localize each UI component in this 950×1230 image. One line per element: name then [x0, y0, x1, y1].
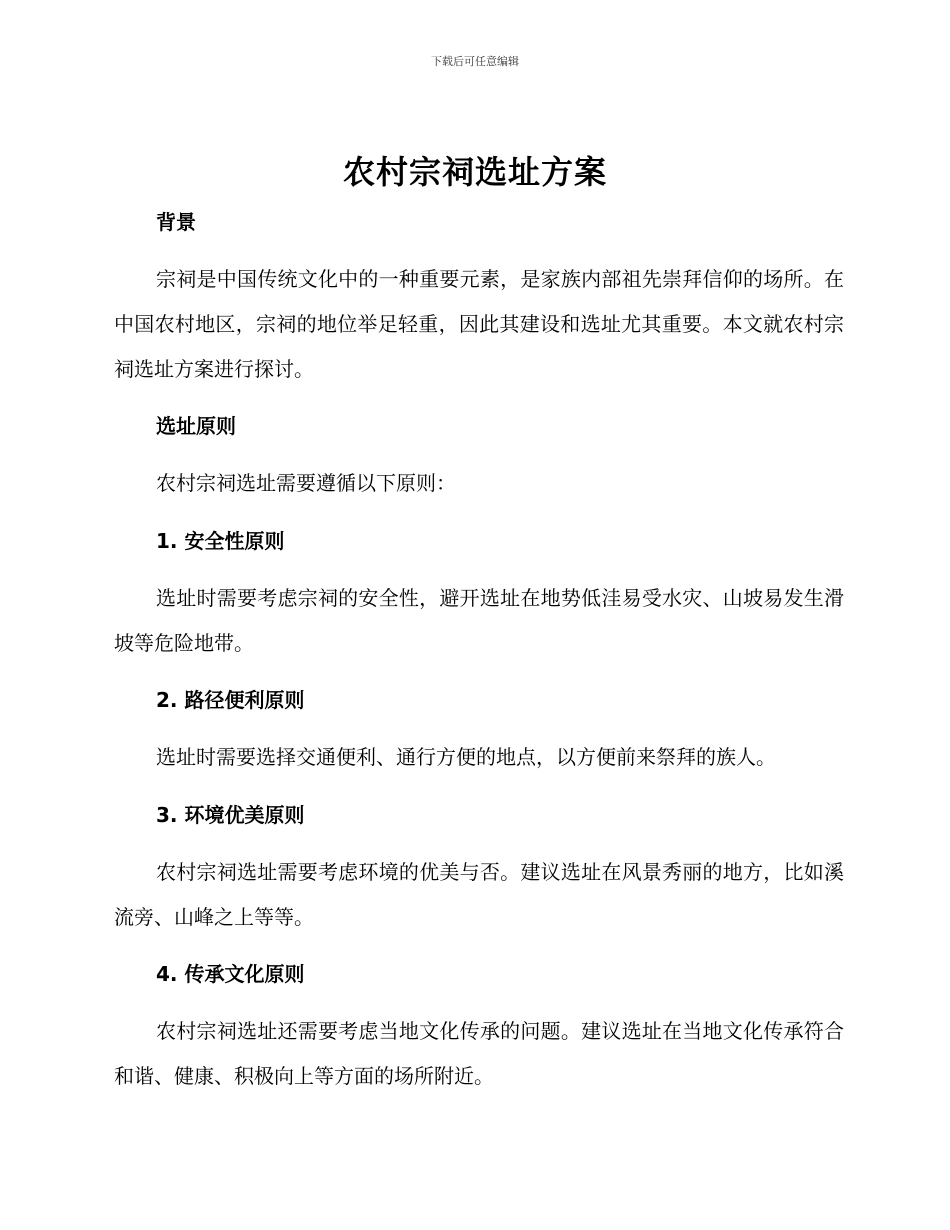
section-heading-safety: 1. 安全性原则: [156, 529, 285, 553]
section-paragraph-safety: 选址时需要考虑宗祠的安全性，避开选址在地势低洼易受水灾、山坡易发生滑坡等危险地带。: [114, 586, 844, 655]
section-paragraph-accessibility: 选址时需要选择交通便利、通行方便的地点，以方便前来祭拜的族人。: [156, 745, 776, 769]
page-header-note: 下载后可任意编辑: [431, 55, 519, 68]
section-paragraph-culture: 农村宗祠选址还需要考虑当地文化传承的问题。建议选址在当地文化传承符合和谐、健康、积极向上等方面的场所附近。: [114, 1019, 844, 1088]
section-paragraph-environment: 农村宗祠选址需要考虑环境的优美与否。建议选址在风景秀丽的地方，比如溪流旁、山峰之上等等。: [114, 860, 844, 929]
section-paragraph-background: 宗祠是中国传统文化中的一种重要元素，是家族内部祖先崇拜信仰的场所。在中国农村地区，宗祠的地位举足轻重，因此其建设和选址尤其重要。本文就农村宗祠选址方案进行探讨。: [114, 267, 844, 381]
section-heading-culture: 4. 传承文化原则: [156, 962, 305, 986]
document-title: 农村宗祠选址方案: [342, 153, 607, 191]
section-heading-accessibility: 2. 路径便利原则: [156, 688, 305, 712]
section-heading-principles: 选址原则: [156, 414, 236, 438]
section-heading-background: 背景: [156, 210, 196, 234]
section-paragraph-principles: 农村宗祠选址需要遵循以下原则：: [156, 471, 456, 495]
section-heading-environment: 3. 环境优美原则: [156, 803, 305, 827]
